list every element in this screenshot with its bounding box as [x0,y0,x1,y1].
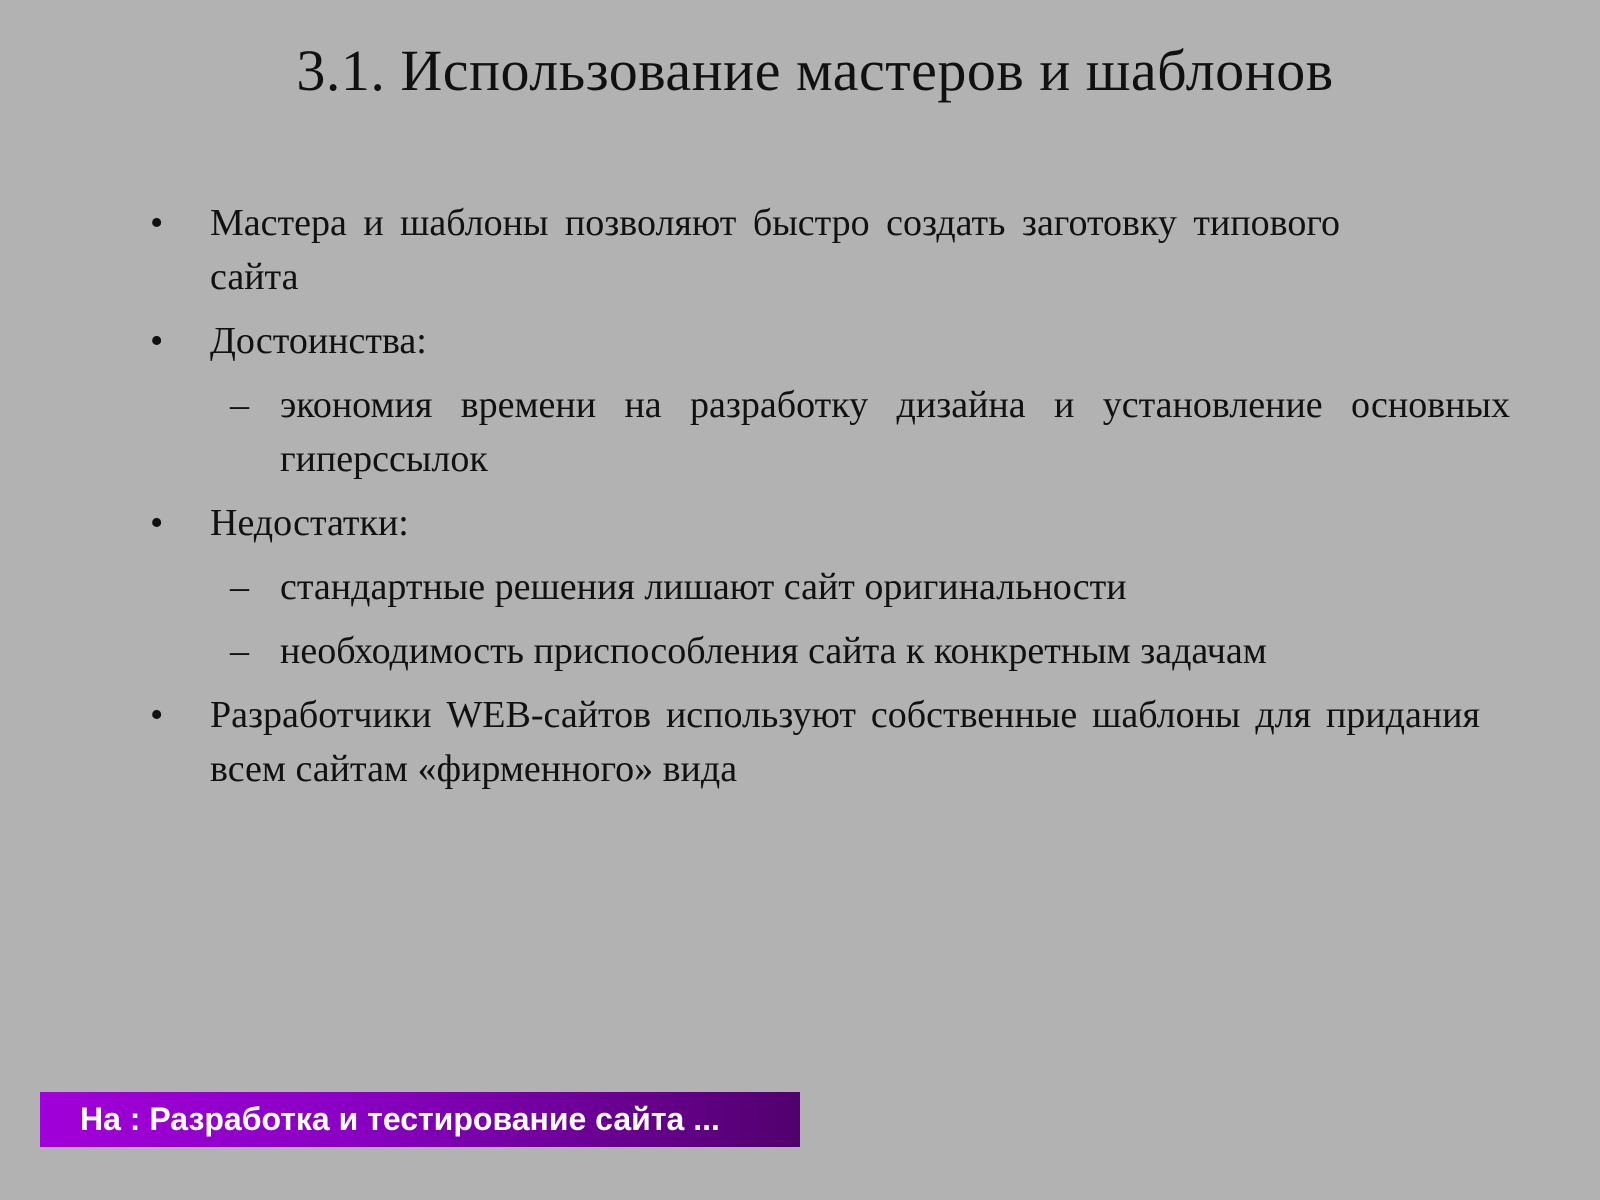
bullet-item [150,196,1340,304]
bullet-text: Достоинства: [210,320,427,362]
bullet-list [150,196,1510,806]
sub-bullet-item [150,560,1480,614]
sub-bullet-item [150,624,1480,678]
slide-title: 3.1. Использование мастеров и шаблонов [296,38,1334,103]
bullet-marker: • [150,202,164,244]
dash-marker: – [230,384,249,426]
bullet-item [150,314,1480,368]
bullet-text: Мастера и шаблоны позволяют быстро создать заготовку типового сайта [210,202,1340,298]
dash-marker: – [230,566,249,608]
bullet-item [150,496,1480,550]
bullet-item [150,688,1480,796]
bullet-text: Разработчики WEB-сайтов используют собственные шаблоны для придания всем сайтам «фирменного» вида [210,694,1480,790]
dash-marker: – [230,630,249,672]
bullet-marker: • [150,320,164,362]
footer-banner[interactable]: На : Разработка и тестирование сайта ... [40,1092,800,1147]
bullet-marker: • [150,502,164,544]
sub-bullet-text: экономия времени на разработку дизайна и установление основных гиперссылок [280,384,1510,480]
bullet-text: Недостатки: [210,502,409,544]
sub-bullet-text: стандартные решения лишают сайт оригинальности [280,566,1127,608]
sub-bullet-item [150,378,1510,486]
bullet-marker: • [150,694,164,736]
sub-bullet-text: необходимость приспособления сайта к конкретным задачам [280,630,1267,672]
